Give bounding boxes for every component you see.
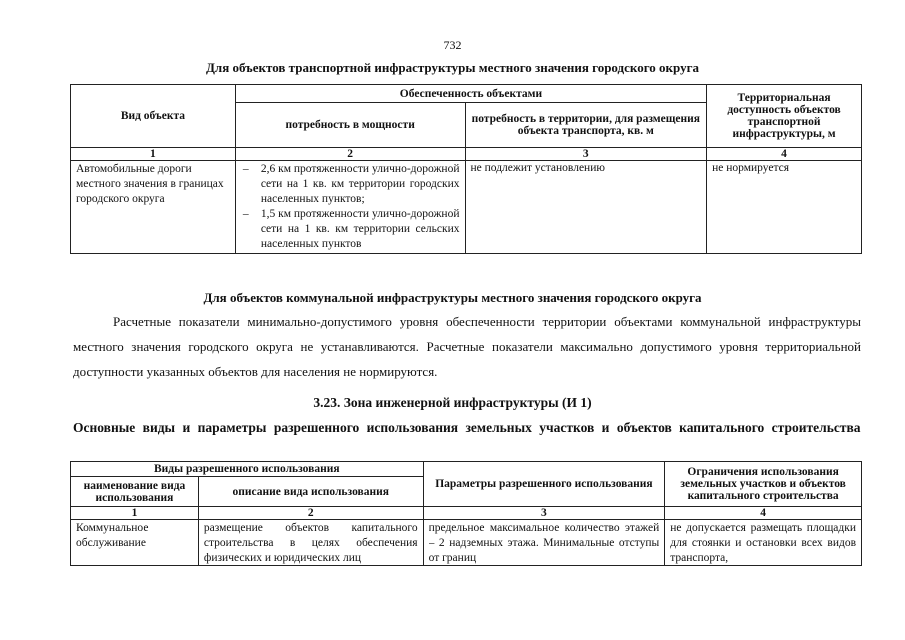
column-number: 2 bbox=[235, 148, 465, 161]
column-number: 1 bbox=[71, 148, 236, 161]
header-use-desc: описание вида использования bbox=[198, 477, 423, 507]
header-params: Параметры разрешенного использования bbox=[423, 462, 665, 507]
land-use-table bbox=[70, 461, 862, 566]
cell-accessibility: не нормируется bbox=[707, 161, 862, 254]
cell-capacity bbox=[235, 161, 465, 254]
table-row bbox=[71, 161, 862, 254]
column-number: 3 bbox=[423, 507, 665, 520]
cell-object: Автомобильные дороги местного значения в границах городского округа bbox=[71, 161, 236, 254]
header-accessibility: Территориальная доступность объектов транспортной инфраструктуры, м bbox=[707, 85, 862, 148]
header-territory-need: потребность в территории, для размещения объекта транспорта, кв. м bbox=[465, 103, 707, 148]
list-item: – 2,6 км протяженности улично-дорожной сети на 1 кв. км территории городских населенных пунктов; bbox=[241, 162, 460, 207]
list-item: – 1,5 км протяженности улично-дорожной сети на 1 кв. км территории сельских населенных пунктов bbox=[241, 207, 460, 252]
header-use-types-group: Виды разрешенного использования bbox=[71, 462, 424, 477]
cell-use-desc: размещение объектов капитального строительства в целях обеспечения физических и юридических лиц bbox=[198, 520, 423, 566]
caption-communal: Для объектов коммунальной инфраструктуры местного значения городского округа bbox=[203, 290, 702, 305]
header-provision-group: Обеспеченность объектами bbox=[235, 85, 706, 103]
cell-territory: не подлежит установлению bbox=[465, 161, 707, 254]
header-restrictions: Ограничения использования земельных участков и объектов капитального строительства bbox=[665, 462, 862, 507]
header-use-name: наименование вида использования bbox=[71, 477, 199, 507]
column-number: 4 bbox=[707, 148, 862, 161]
header-capacity-need: потребность в мощности bbox=[235, 103, 465, 148]
header-object-type: Вид объекта bbox=[71, 85, 236, 148]
section-title: 3.23. Зона инженерной инфраструктуры (И 1) bbox=[313, 395, 592, 410]
column-number: 4 bbox=[665, 507, 862, 520]
section-subtitle: Основные виды и параметры разрешенного использования земельных участков и объектов капитального строительства bbox=[73, 420, 861, 435]
cell-restrictions: не допускается размещать площадки для стоянки и остановки всех видов транспорта, bbox=[665, 520, 862, 566]
capacity-list bbox=[241, 162, 460, 252]
page-number: 732 bbox=[443, 38, 462, 52]
caption-transport: Для объектов транспортной инфраструктуры местного значения городского округа bbox=[205, 60, 699, 75]
cell-params: предельное максимальное количество этажей – 2 надземных этажа. Минимальные отступы от границ bbox=[423, 520, 665, 566]
table-row bbox=[71, 520, 862, 566]
transport-infrastructure-table bbox=[70, 84, 862, 254]
column-number: 2 bbox=[198, 507, 423, 520]
body-paragraph: Расчетные показатели минимально-допустимого уровня обеспеченности территории объектами коммунальной инфраструктуры местного значения городского округа не устанавливаются. Расчетные показатели максимально допустимого уровня территориальной доступности указанных объектов для населения не нормируются. bbox=[73, 314, 861, 379]
column-number: 3 bbox=[465, 148, 707, 161]
column-number: 1 bbox=[71, 507, 199, 520]
cell-use-name: Коммунальное обслуживание bbox=[71, 520, 199, 566]
